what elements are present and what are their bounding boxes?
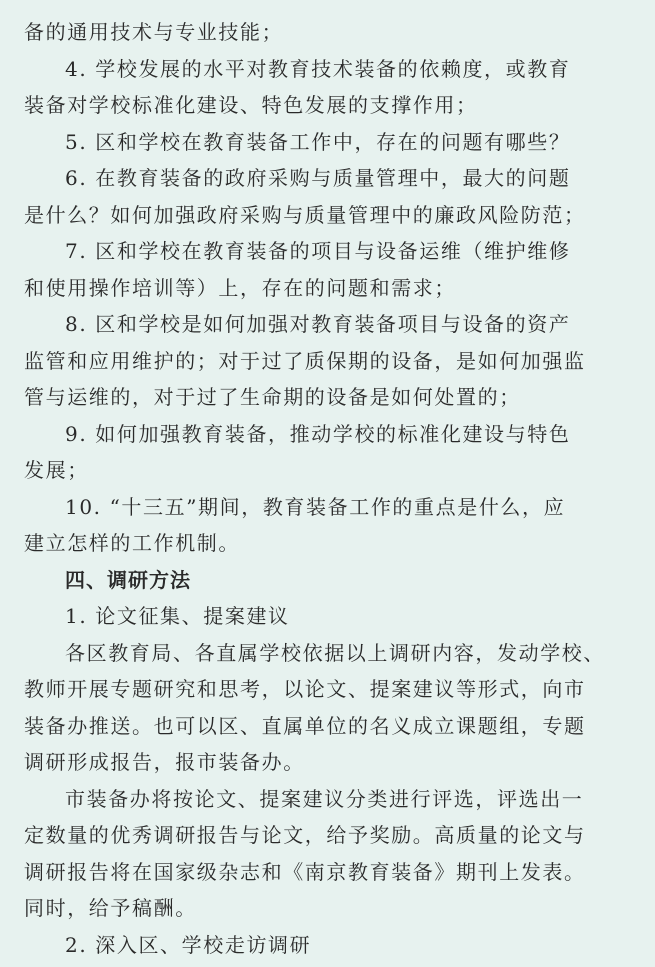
text-line: 8. 区和学校是如何加强对教育装备项目与设备的资产	[65, 312, 571, 336]
text-line: 7. 区和学校在教育装备的项目与设备运维（维护维修	[65, 239, 571, 263]
section-title: 四、调研方法	[65, 567, 191, 592]
text-line: 是什么？如何加强政府采购与质量管理中的廉政风险防范；	[24, 202, 586, 227]
text-line: 建立怎样的工作机制。	[24, 531, 240, 555]
text-line: 教师开展专题研究和思考，以论文、提案建议等形式，向市	[24, 677, 586, 701]
list-item-5	[24, 124, 631, 161]
text-line: 市装备办将按论文、提案建议分类进行评选，评选出一	[65, 786, 584, 811]
paragraph-evaluation	[24, 781, 631, 927]
text-line: 调研报告将在国家级杂志和《南京教育装备》期刊上发表。	[24, 859, 586, 884]
text-line: 各区教育局、各直属学校依据以上调研内容，发动学校、	[65, 640, 605, 665]
text-line: 2. 深入区、学校走访调研	[65, 932, 312, 957]
list-item-6	[24, 160, 631, 233]
text-line: 1. 论文征集、提案建议	[65, 604, 290, 628]
list-item-4	[24, 51, 631, 124]
text-line: 4. 学校发展的水平对教育技术装备的依赖度，或教育	[65, 56, 571, 81]
list-item-8	[24, 306, 631, 416]
paragraph-method-1	[24, 635, 631, 781]
text-line: 和使用操作培训等）上，存在的问题和需求；	[24, 275, 456, 300]
text-line: 6. 在教育装备的政府采购与质量管理中，最大的问题	[65, 166, 571, 190]
text-line: 9. 如何加强教育装备，推动学校的标准化建设与特色	[65, 421, 571, 446]
text-line: 装备对学校标准化建设、特色发展的支撑作用；	[24, 93, 478, 117]
text-line: 调研形成报告，报市装备办。	[24, 750, 305, 774]
text-line: 定数量的优秀调研报告与论文，给予奖励。高质量的论文与	[24, 823, 586, 847]
text-line: 5. 区和学校在教育装备工作中，存在的问题有哪些？	[65, 129, 571, 154]
paragraph-continuation	[24, 14, 631, 51]
method-2-title	[24, 927, 631, 964]
section-heading	[24, 562, 631, 599]
text-line: 同时，给予稿酬。	[24, 896, 197, 920]
method-1-title	[24, 598, 631, 635]
text-line: 备的通用技术与专业技能；	[24, 20, 284, 44]
list-item-7	[24, 233, 631, 306]
text-line: 10. “十三五”期间，教育装备工作的重点是什么，应	[65, 494, 566, 519]
text-line: 发展；	[24, 458, 89, 482]
list-item-9	[24, 416, 631, 489]
text-line: 装备办推送。也可以区、直属单位的名义成立课题组，专题	[24, 713, 586, 738]
list-item-10	[24, 489, 631, 562]
text-line: 管与运维的，对于过了生命期的设备是如何处置的；	[24, 385, 521, 409]
text-line: 监管和应用维护的；对于过了质保期的设备，是如何加强监	[24, 348, 586, 373]
